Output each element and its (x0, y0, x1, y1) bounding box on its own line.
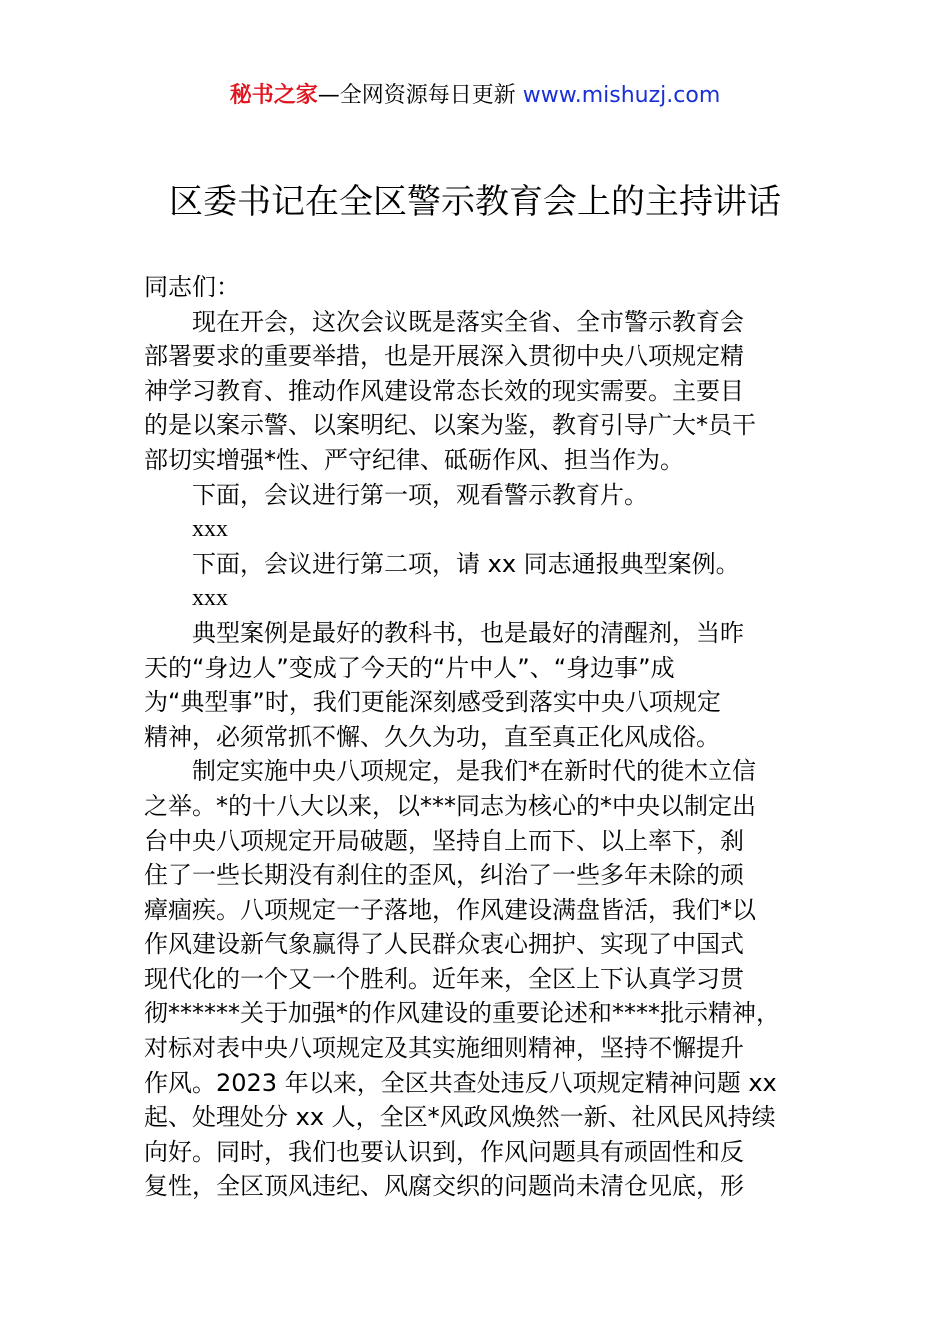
text-line: 复性，全区顶风违纪、风腐交织的问题尚未清仓见底，形 (144, 1172, 744, 1201)
text-line: 为“典型事”时，我们更能深刻感受到落实中央八项规定 (144, 688, 721, 717)
text-line: 的是以案示警、以案明纪、以案为鉴，教育引导广大*员干 (144, 411, 756, 440)
text-line: 作风。2023 年以来，全区共查处违反八项规定精神问题 xx (144, 1068, 777, 1097)
text-line: 台中央八项规定开局破题，坚持自上而下、以上率下，刹 (144, 826, 744, 855)
text-line: 下面，会议进行第二项，请 xx 同志通报典型案例。 (192, 549, 740, 578)
text-line: 制定实施中央八项规定，是我们*在新时代的徙木立信 (192, 757, 756, 786)
text-line: 向好。同时，我们也要认识到，作风问题具有顽固性和反 (144, 1137, 744, 1166)
placeholder-line: xxx (192, 585, 228, 612)
text-line: 现在开会，这次会议既是落实全省、全市警示教育会 (192, 307, 744, 336)
text-line: 对标对表中央八项规定及其实施细则精神，坚持不懈提升 (144, 1034, 744, 1063)
text-line: 典型案例是最好的教科书，也是最好的清醒剂，当昨 (192, 618, 744, 647)
site-url-link[interactable]: www.mishuzj.com (522, 83, 721, 108)
text-line: 下面，会议进行第一项，观看警示教育片。 (192, 480, 648, 509)
text-line: 住了一些长期没有刹住的歪风，纠治了一些多年未除的顽 (144, 861, 744, 890)
salutation-line: 同志们： (144, 273, 240, 301)
document-body (144, 270, 824, 1204)
text-line: 部署要求的重要举措，也是开展深入贯彻中央八项规定精 (144, 342, 744, 371)
text-line: 瘴痼疾。八项规定一子落地，作风建设满盘皆活，我们*以 (144, 895, 756, 924)
placeholder-line: xxx (192, 516, 228, 543)
text-line: 起、处理处分 xx 人，全区*风政风焕然一新、社风民风持续 (144, 1103, 776, 1132)
document-title: 区委书记在全区警示教育会上的主持讲话 (169, 182, 781, 222)
text-line: 作风建设新气象赢得了人民群众衷心拥护、实现了中国式 (144, 930, 744, 959)
text-line: 精神，必须常抓不懈、久久为功，直至真正化风成俗。 (144, 722, 720, 751)
site-brand: 秘书之家 (229, 83, 318, 108)
text-line: 神学习教育、推动作风建设常态长效的现实需要。主要目 (144, 376, 744, 405)
text-line: 现代化的一个又一个胜利。近年来，全区上下认真学习贯 (144, 964, 744, 993)
text-line: 彻******关于加强*的作风建设的重要论述和****批示精神， (144, 999, 780, 1028)
site-tagline: —全网资源每日更新 (317, 83, 523, 108)
text-line: 部切实增强*性、严守纪律、砥砺作风、担当作为。 (144, 445, 684, 474)
site-header (0, 80, 950, 112)
text-line: 天的“身边人”变成了今天的“片中人”、“身边事”成 (144, 653, 675, 682)
text-line: 之举。*的十八大以来，以***同志为核心的*中央以制定出 (144, 791, 756, 820)
